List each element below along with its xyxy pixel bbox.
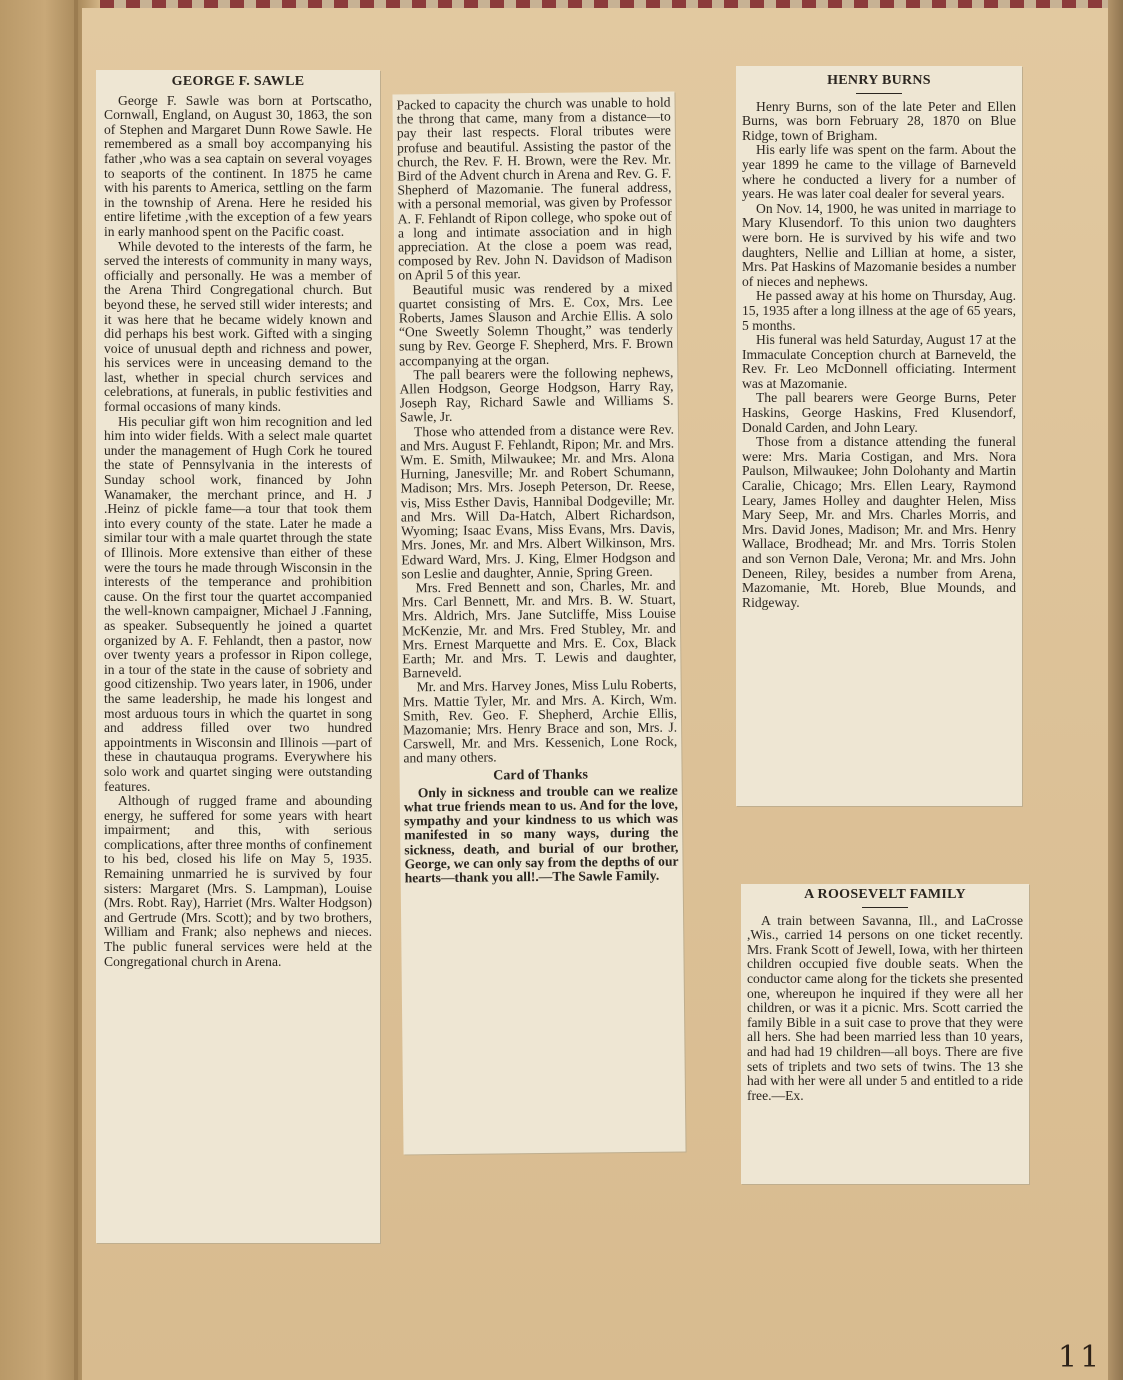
paragraph: Mr. and Mrs. Harvey Jones, Miss Lulu Roberts, Mrs. Mattie Tyler, Mr. and Mrs. A. Kirch, Wm. Smith, Rev. Geo. F. Shepherd, Archie Ellis, Mazomanie; Mrs. Henry Brace and son, Mrs. J. Carswell, Mr. and Mrs. Kessenich, Lone Rock, and many others. <box>402 676 678 766</box>
paragraph: A train between Savanna, Ill., and LaCrosse ,Wis., carried 14 persons on one ticket recently. Mrs. Frank Scott of Jewell, Iowa, with her thirteen children occupied five double seats. When the conductor came along for the tickets she presented one, whereupon he inquired if they were all her children, or was it a picnic. Mrs. Scott carried the family Bible in a suit case to prove that they were all hers. She had been married less than 10 years, and had had 19 children—all boys. There are five sets of triplets and two sets of twins. The 13 she had with her were all under 5 and entitled to a ride free.—Ex. <box>747 912 1023 1103</box>
paragraph: His early life was spent on the farm. About the year 1899 he came to the village of Barneveld where he conducted a livery for a number of years. He was later coal dealer for several years. <box>742 142 1016 202</box>
card-of-thanks-title: Card of Thanks <box>493 767 588 784</box>
paragraph: The pall bearers were the following nephews, Allen Hodgson, George Hodgson, Harry Ray, Joseph Ray, Richard Sawle and Williams S. Sawle, Jr. <box>399 364 674 425</box>
paragraph: He passed away at his home on Thursday, Aug. 15, 1935 after a long illness at the age of 65 years, 5 months. <box>742 288 1016 333</box>
binding-edge <box>74 0 78 1380</box>
paragraph: Henry Burns, son of the late Peter and Ellen Burns, was born February 28, 1870 on Blue Ridge, town of Brigham. <box>742 98 1016 143</box>
page-right-edge <box>1108 0 1123 1380</box>
handwritten-page-number: 11 <box>1058 1340 1103 1375</box>
paragraph: Those who attended from a distance were Rev. and Mrs. August F. Fehlandt, Ripon; Mr. and Mrs. Wm. E. Smith, Milwaukee; Mr. and Mrs. Alona Hurning, Janesville; Mr. and Robert Schumann, Madison; Mrs. Mrs. Joseph Peterson, Dr. Reese, vis, Miss Esther Davis, Hannibal Dodgeville; Mr. and Mrs. Will Da-Hatch, Albert Richardson, Wyoming; Isaac Evans, Miss Evans, Mrs. Davis, Mrs. Jones, Mr. and Mrs. Albert Wilkinson, Mrs. Edward Ward, Mrs. J. King, Elmer Hodgson and son Leslie and daughter, Annie, Spring Green. <box>400 421 676 582</box>
clipping-george-sawle <box>96 70 380 1243</box>
paragraph: Packed to capacity the church was unable to hold the throng that came, many from a distance—to pay their last respects. Floral tributes were profuse and beautiful. Assisting the pastor of the church, the Rev. F. H. Brown, were the Rev. Mr. Bird of the Advent church in Arena and Rev. G. F. Shepherd of Mazomanie. The funeral address, with a personal memorial, was given by Professor A. F. Fehlandt of Ripon college, who spoke out of a long and intimate association and in high appreciation. At the close a poem was read, composed by Rev. John N. Davidson of Madison on April 5 of this year. <box>396 94 673 283</box>
paragraph: George F. Sawle was born at Portscatho, Cornwall, England, on August 30, 1863, the son of Stephen and Margaret Dunn Rowe Sawle. He remembered as a small boy accompanying his father ,who was a sea captain on several voyages to seaports of the continent. In 1875 he came with his parents to America, settling on the farm in the township of Arena. Here he resided his entire lifetime ,with the exception of a few years in early manhood spent on the Pacific coast. <box>104 92 372 239</box>
paragraph: His peculiar gift won him recognition and led him into wider fields. With a select male quartet under the management of Hugh Cork he toured the state of Pennsylvania in the interests of Sunday school work, financed by John Wanamaker, the merchant prince, and H. J .Heinz of pickle fame—a tour that took them into every county of the state. Later he made a similar tour with a male quartet through the state of Illinois. More extensive than either of these were the tours he made through Wisconsin in the interests of the temperance and prohibition cause. On the first tour the quartet accompanied the well-known campaigner, Michael J .Fanning, as speaker. Subsequently he joined a quartet organized by A. F. Fehlandt, then a pastor, now over twenty years a professor in Ripon college, in a tour of the state in the cause of sobriety and good citizenship. Two years later, in 1906, under the same leadership, he made his longest and most arduous tours in which the quartet in song and address filled over two hundred appointments in Wisconsin and Illinois —part of these in chautauqua programs. Everywhere his solo work and quartet singing were outstanding features. <box>104 413 372 794</box>
clipping-sawle-funeral <box>392 92 685 1155</box>
title-rule <box>862 907 908 908</box>
paragraph: While devoted to the interests of the farm, he served the interests of community in many ways, officially and personally. He was a member of the Arena Third Congregational church. But beyond these, he served still wider interests; and it was here that he became widely known and did perhaps his best work. Gifted with a singing voice of unusual depth and richness and power, his services were in unceasing demand to the last, whether in special church services and celebrations, at funerals, in public festivities and formal occasions of many kinds. <box>104 238 372 415</box>
clipping-title: HENRY BURNS <box>827 73 931 88</box>
paragraph: Although of rugged frame and abounding energy, he suffered for some years with heart impairment; and this, with serious complications, after three months of confinement to his bed, closed his life on May 5, 1935. Remaining unmarried he is survived by four sisters: Margaret (Mrs. S. Lampman), Louise (Mrs. Robt. Ray), Harriet (Mrs. Walter Hodgson) and Gertrude (Mrs. Scott); and by two brothers, William and Frank; also nephews and nieces. The public funeral services were held at the Congregational church in Arena. <box>104 793 373 969</box>
paragraph: On Nov. 14, 1900, he was united in marriage to Mary Klusendorf. To this union two daughters were born. He is survived by his wife and two daughters, Nellie and Lillian at home, a sister, Mrs. Pat Haskins of Mazomanie besides a number of nieces and nephews. <box>742 200 1016 289</box>
paragraph: His funeral was held Saturday, August 17 at the Immaculate Conception church at Barneveld, the Rev. Fr. Leo McDonnell officiating. Interment was at Mazomanie. <box>742 332 1016 391</box>
title-rule <box>856 93 902 94</box>
paragraph: Mrs. Fred Bennett and son, Charles, Mr. and Mrs. Carl Bennett, Mr. and Mrs. B. W. Stuart, Mrs. Aldrich, Mrs. Jane Sutcliffe, Miss Louise McKenzie, Mr. and Mrs. Fred Stubley, Mr. and Mrs. Ernest Marquette and Mrs. E. Cox, Black Earth; Mr. and Mrs. T. Lewis and daughter, Barneveld. <box>401 577 677 681</box>
card-of-thanks-text: Only in sickness and trouble can we realize what true friends mean to us. And for the love, sympathy and your kindness to us which was manifested in so many ways, during the sickness, death, and burial of our brother, George, we can only say from the depths of our hearts—thank you all!.—The Sawle Family. <box>403 782 679 886</box>
paragraph: Those from a distance attending the funeral were: Mrs. Maria Costigan, and Mrs. Nora Paulson, Milwaukee; John Dolohanty and Martin Caralie, Chicago; Mrs. Ellen Leary, Raymond Leary, James Holley and daughter Helen, Miss Mary Seep, Mr. and Mrs. Charles Morris, and Mrs. David Jones, Madison; Mr. and Mrs. Henry Wallace, Brodhead; Mr. and Mrs. Torris Stolen and son Vernon Dale, Verona; Mr. and Mrs. John Deneen, Riley, besides a number from Arena, Mazomanie, Mt. Horeb, Blue Mounds, and Ridgeway. <box>742 434 1016 610</box>
clipping-title: GEORGE F. SAWLE <box>171 74 305 89</box>
clipping-roosevelt-family <box>741 884 1029 1184</box>
clipping-henry-burns <box>736 66 1022 806</box>
paragraph: The pall bearers were George Burns, Peter Haskins, George Haskins, Fred Klusendorf, Donald Carden, and John Leary. <box>742 390 1016 435</box>
paragraph: Beautiful music was rendered by a mixed quartet consisting of Mrs. E. Cox, Mrs. Lee Roberts, James Slauson and Archie Ellis. A solo “One Sweetly Solemn Thought,” was tenderly sung by Rev. George F. Shepherd, Mrs. F. Brown accompanying at the organ. <box>398 279 674 369</box>
clipping-title: A ROOSEVELT FAMILY <box>804 887 966 902</box>
